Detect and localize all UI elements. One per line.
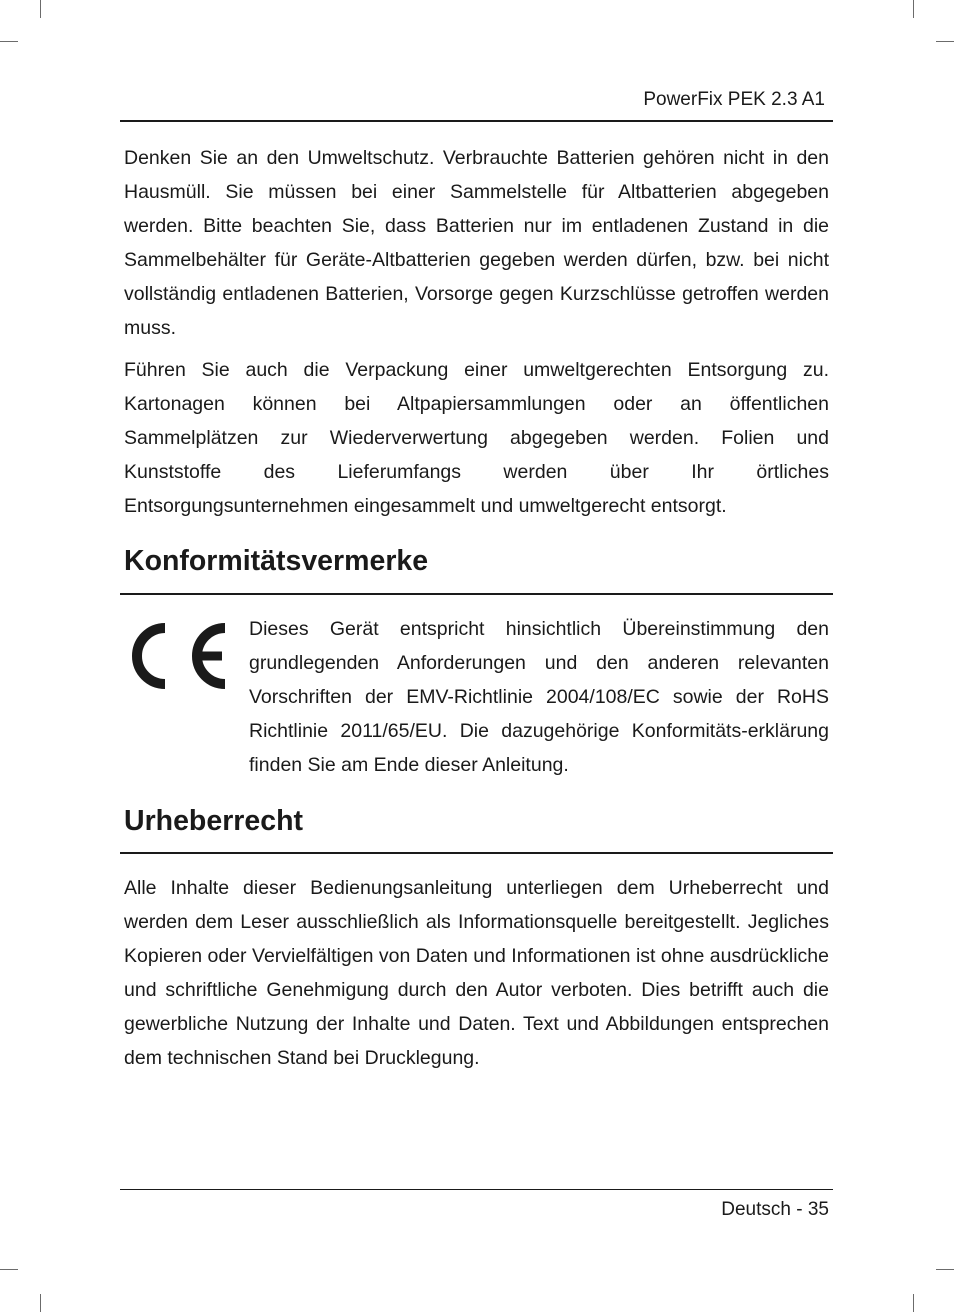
ce-mark-icon (124, 618, 228, 694)
disposal-paragraph-batteries: Denken Sie an den Umweltschutz. Verbrauchte Batterien gehören nicht in den Hausmüll. Sie müssen bei einer Sammelstelle für Altbatterien abgegeben werden. Bitte beachten Sie, dass Batterien nur im entladenen Zustand in die Sammelbehälter für Geräte-Altbatterien gegeben werden dürfen, bzw. bei nicht vollständig entladenen Batterien, Vorsorge gegen Kurzschlüsse getroffen werden muss. (124, 147, 829, 339)
footer-rule (120, 1189, 833, 1190)
section-heading-copyright: Urheberrecht (124, 805, 303, 837)
conformity-text: Dieses Gerät entspricht hinsichtlich Übereinstimmung den grundlegenden Anforderungen und den anderen relevanten Vorschriften der EMV-Richtlinie 2004/108/EC sowie der RoHS Richtlinie 2011/65/EU. Die dazugehörige Konformitäts-erklärung finden Sie am Ende dieser Anleitung. (249, 618, 829, 776)
running-header: PowerFix PEK 2.3 A1 (643, 89, 825, 110)
crop-mark (913, 1294, 914, 1312)
crop-mark (40, 1294, 41, 1312)
crop-mark (0, 1269, 18, 1270)
section-rule (120, 593, 833, 595)
disposal-paragraph-packaging: Führen Sie auch die Verpackung einer umweltgerechten Entsorgung zu. Kartonagen können bei Altpapiersammlungen oder an öffentlichen Sammelplätzen zur Wiederverwertung abgegeben werden. Folien und Kunststoffe des Lieferumfangs werden über Ihr örtliches Entsorgungsunternehmen eingesammelt und umweltgerecht entsorgt. (124, 359, 829, 517)
crop-mark (40, 0, 41, 18)
crop-mark (913, 0, 914, 18)
crop-mark (0, 41, 18, 42)
section-rule (120, 852, 833, 854)
header-rule (120, 120, 833, 122)
copyright-text: Alle Inhalte dieser Bedienungsanleitung unterliegen dem Urheberrecht und werden dem Leser ausschließlich als Informationsquelle bereitgestellt. Jegliches Kopieren oder Vervielfältigen von Daten und Informationen ist ohne ausdrückliche und schriftliche Genehmigung durch den Autor verboten. Dies betrifft auch die gewerbliche Nutzung der Inhalte und Daten. Text und Abbildungen entsprechen dem technischen Stand bei Drucklegung. (124, 877, 829, 1069)
crop-mark (936, 41, 954, 42)
section-heading-conformity: Konformitätsvermerke (124, 545, 429, 577)
crop-mark (936, 1269, 954, 1270)
page-number: Deutsch - 35 (721, 1199, 829, 1220)
